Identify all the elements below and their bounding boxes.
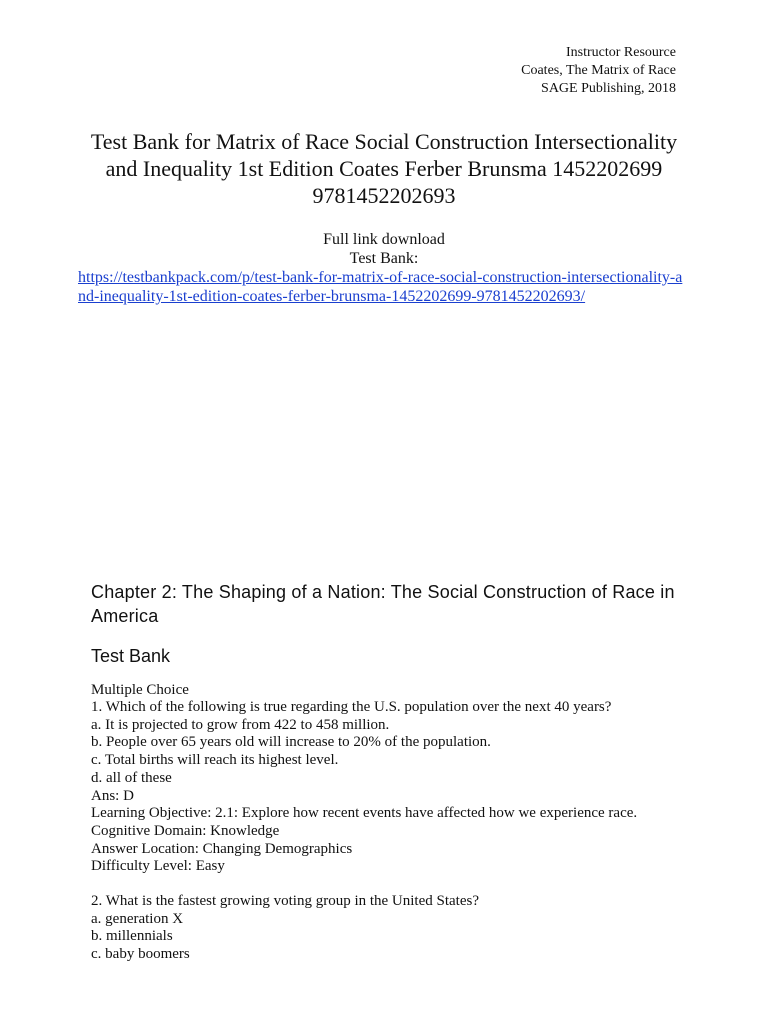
download-section bbox=[78, 230, 690, 306]
answer-option: c. Total births will reach its highest level. bbox=[91, 752, 339, 769]
header-line-book: Coates, The Matrix of Race bbox=[521, 63, 676, 78]
download-label: Full link download bbox=[323, 231, 445, 248]
test-bank-label: Test Bank: bbox=[349, 250, 419, 267]
test-bank-heading: Test Bank bbox=[91, 646, 171, 666]
answer-location: Answer Location: Changing Demographics bbox=[91, 840, 353, 857]
answer-option: b. People over 65 years old will increase to 20% of the population. bbox=[91, 734, 491, 751]
answer-option: c. baby boomers bbox=[91, 946, 190, 963]
document-title: Test Bank for Matrix of Race Social Construction Intersectionality and Inequality 1st Edition Coates Ferber Brunsma 1452202699 9781452202693 bbox=[90, 129, 678, 208]
question-spacer bbox=[91, 876, 691, 893]
answer-option: d. all of these bbox=[91, 769, 172, 786]
header-line-publisher: SAGE Publishing, 2018 bbox=[541, 81, 676, 96]
answer-key: Ans: D bbox=[91, 787, 134, 804]
chapter-section bbox=[91, 580, 691, 964]
running-header bbox=[521, 44, 676, 98]
learning-objective: Learning Objective: 2.1: Explore how recent events have affected how we experience race. bbox=[91, 805, 638, 822]
answer-option: a. It is projected to grow from 422 to 458 million. bbox=[91, 716, 390, 733]
header-line-resource: Instructor Resource bbox=[565, 45, 676, 60]
question-text: 1. Which of the following is true regarding the U.S. population over the next 40 years? bbox=[91, 699, 612, 715]
chapter-title: Chapter 2: The Shaping of a Nation: The Social Construction of Race in America bbox=[91, 582, 675, 626]
question-text: 2. What is the fastest growing voting group in the United States? bbox=[91, 893, 479, 910]
answer-option: a. generation X bbox=[91, 910, 184, 927]
section-label: Multiple Choice bbox=[91, 682, 189, 698]
difficulty-level: Difficulty Level: Easy bbox=[91, 858, 225, 875]
question-item bbox=[91, 699, 691, 876]
question-item bbox=[91, 893, 691, 964]
cognitive-domain: Cognitive Domain: Knowledge bbox=[91, 822, 280, 839]
download-link[interactable]: https://testbankpack.com/p/test-bank-for-matrix-of-race-social-construction-intersectionality-and-inequality-1st-edition-coates-ferber-brunsma-1452202699-9781452202693/ bbox=[78, 269, 683, 305]
answer-option: b. millennials bbox=[91, 928, 173, 945]
